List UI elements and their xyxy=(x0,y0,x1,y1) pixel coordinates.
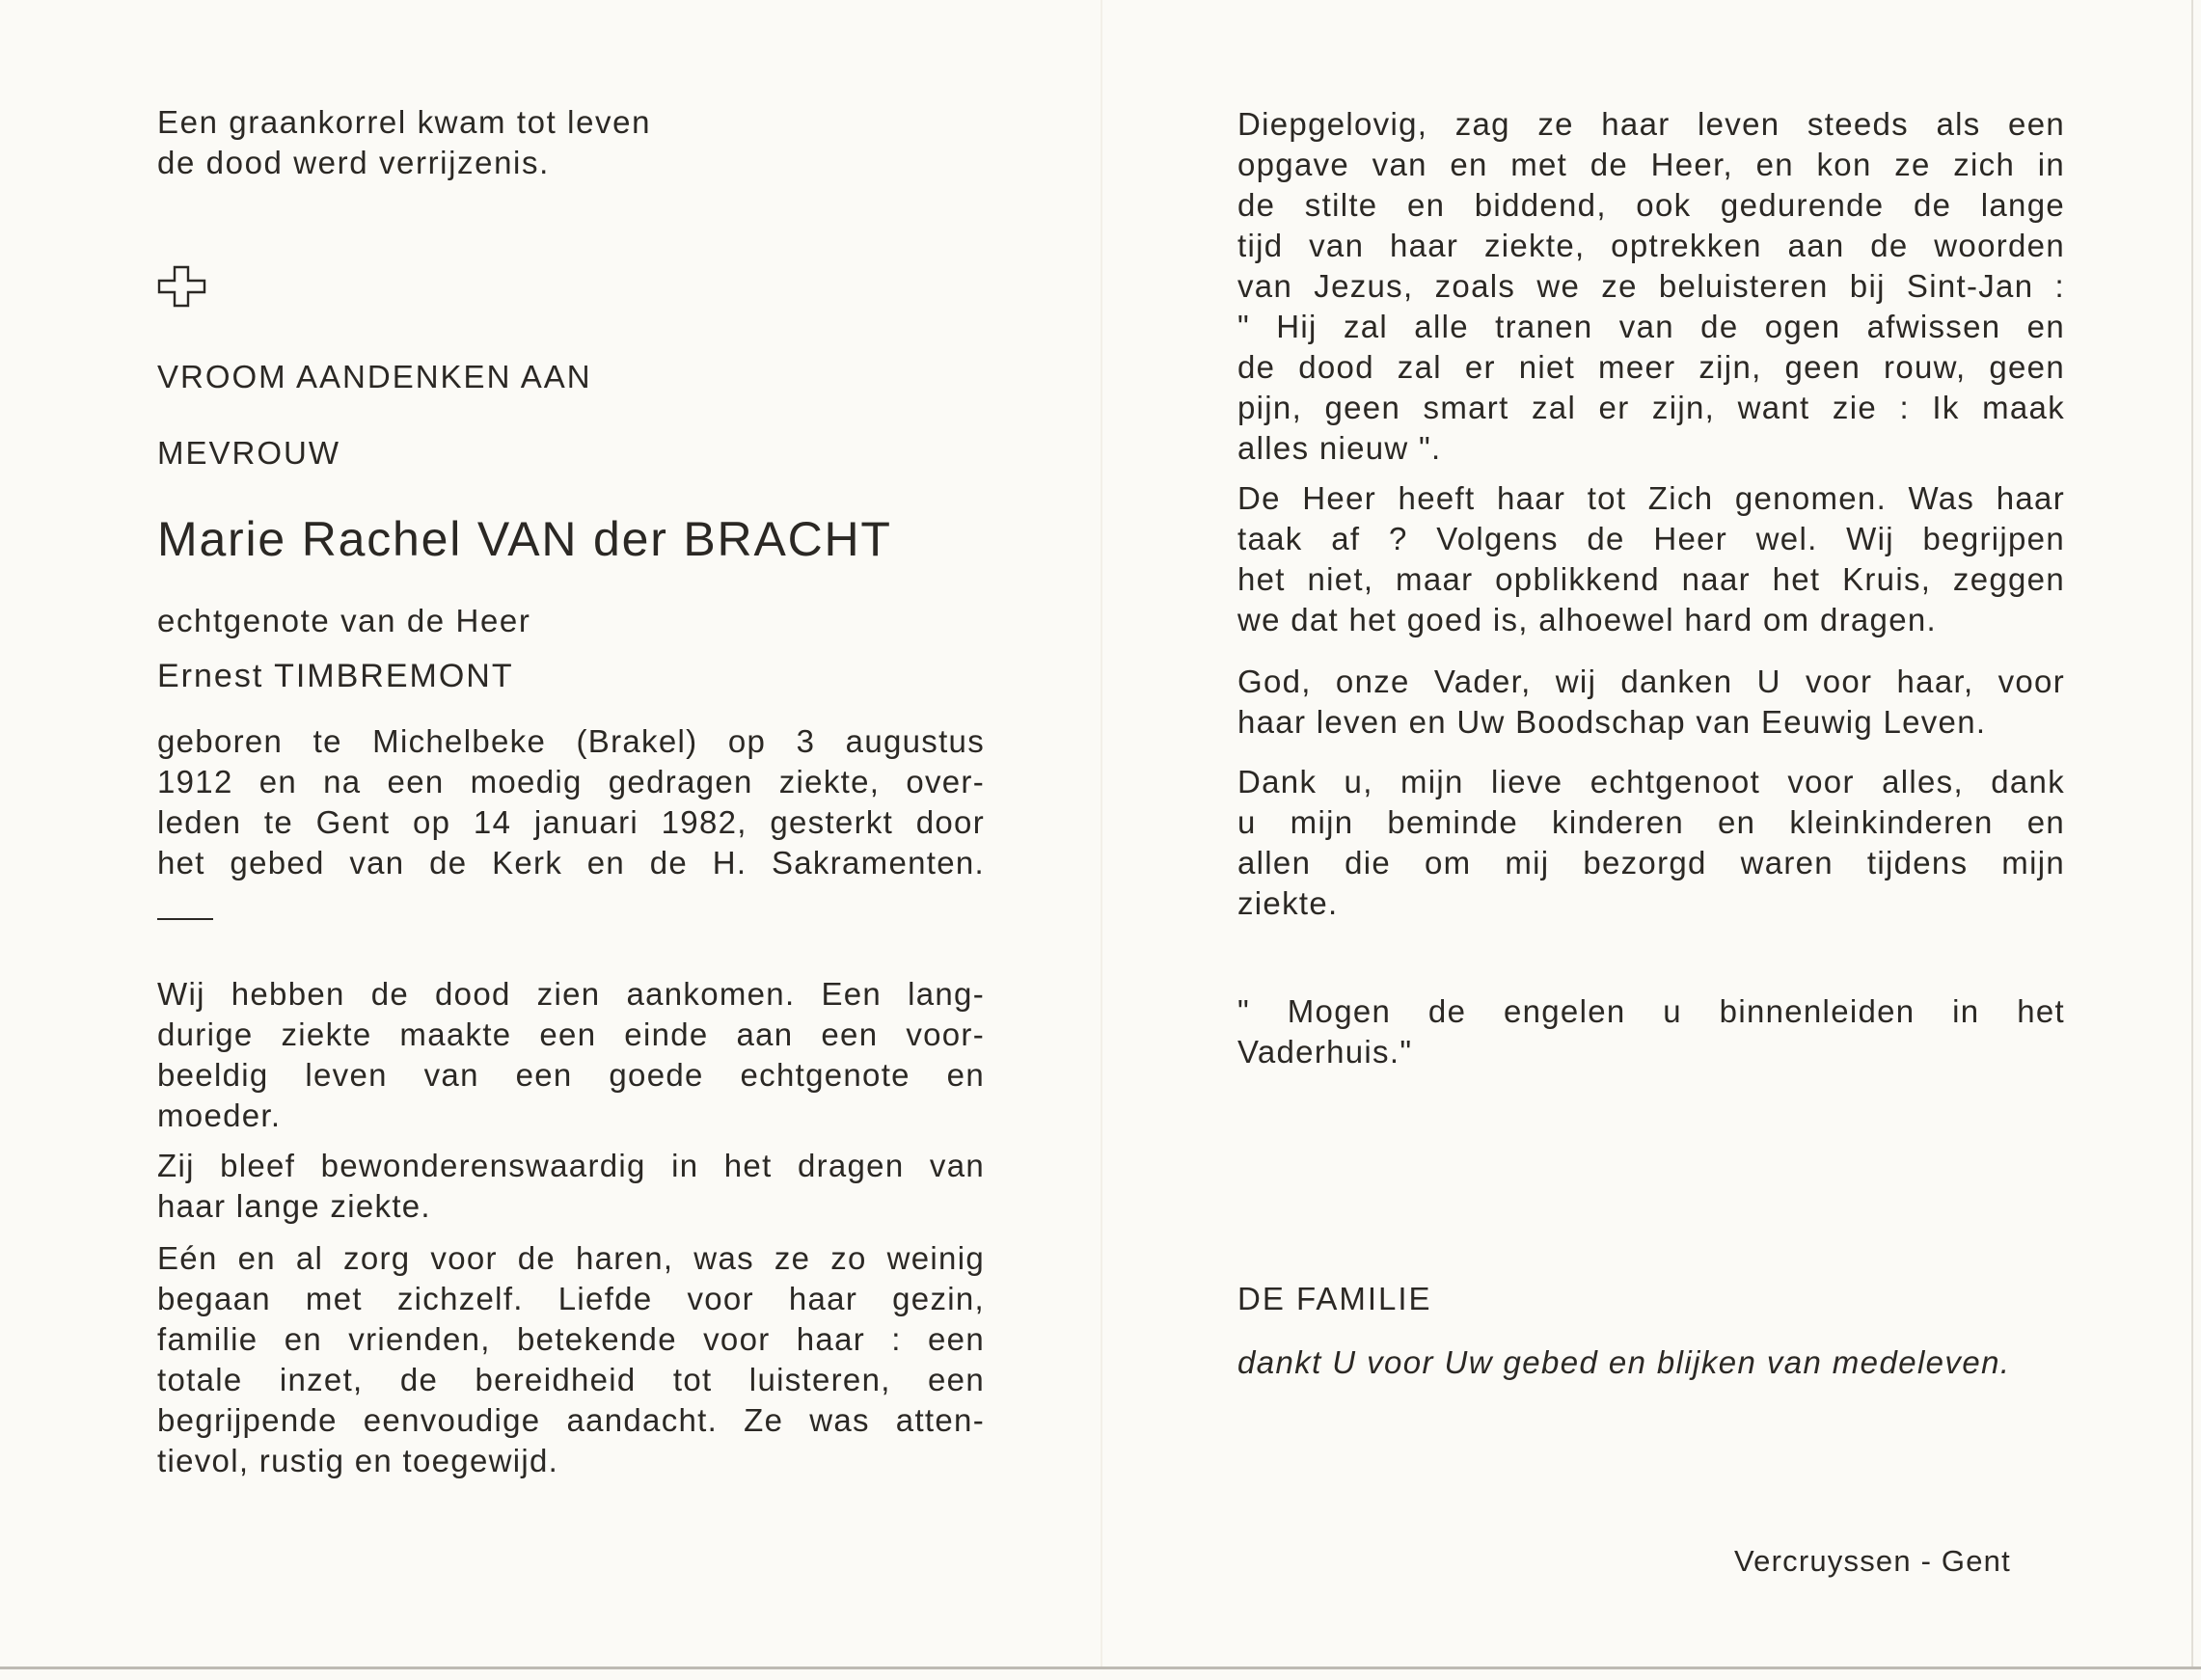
text-line: Dank u, mijn lieve echtgenoot voor alles, dank xyxy=(1237,764,2065,799)
quote-line: Vaderhuis." xyxy=(1237,1034,1413,1070)
text-line: moeder. xyxy=(157,1097,282,1133)
text-line: allen die om mij bezorgd waren tijdens mijn xyxy=(1237,845,2065,881)
bio-line: het gebed van de Kerk en de H. Sakramenten. xyxy=(157,845,985,881)
card-edge-bottom xyxy=(0,1666,2201,1669)
text-line: het niet, maar opblikkend naar het Kruis, zeggen xyxy=(1237,561,2065,597)
fold-line xyxy=(1100,0,1102,1666)
text-line: " Hij zal alle tranen van de ogen afwissen en xyxy=(1237,309,2065,344)
deceased-name: Marie Rachel VAN der BRACHT xyxy=(157,512,892,566)
memorial-heading: VROOM AANDENKEN AAN xyxy=(157,359,592,394)
text-line: taak af ? Volgens de Heer wel. Wij begrijpen xyxy=(1237,521,2065,556)
text-line: tijd van haar ziekte, optrekken aan de woorden xyxy=(1237,228,2065,263)
text-line: tievol, rustig en toegewijd. xyxy=(157,1443,559,1478)
motto-line: de dood werd verrijzenis. xyxy=(157,145,550,180)
text-line: van Jezus, zoals we ze beluisteren bij Sint-Jan : xyxy=(1237,268,2065,304)
text-line: pijn, geen smart zal er zijn, want zie : Ik maak xyxy=(1237,390,2065,425)
text-line: opgave van en met de Heer, en kon ze zich in xyxy=(1237,147,2065,182)
text-line: haar leven en Uw Boodschap van Eeuwig Leven. xyxy=(1237,704,1987,740)
text-line: ziekte. xyxy=(1237,885,1339,921)
cross-icon xyxy=(157,265,207,308)
text-line: durige ziekte maakte een einde aan een voor- xyxy=(157,1016,985,1052)
text-line: familie en vrienden, betekende voor haar : een xyxy=(157,1321,985,1357)
text-line: beeldig leven van een goede echtgenote en xyxy=(157,1057,985,1093)
printer-credit: Vercruyssen - Gent xyxy=(1734,1544,2011,1578)
text-line: Diepgelovig, zag ze haar leven steeds als een xyxy=(1237,106,2065,142)
text-line: Eén en al zorg voor de haren, was ze zo weinig xyxy=(157,1240,985,1276)
text-line: alles nieuw ". xyxy=(1237,430,1442,466)
bio-line: geboren te Michelbeke (Brakel) op 3 augustus xyxy=(157,723,985,759)
text-line: de stilte en biddend, ook gedurende de lange xyxy=(1237,187,2065,223)
text-line: begaan met zichzelf. Liefde voor haar gezin, xyxy=(157,1281,985,1316)
thanks-line: dankt U voor Uw gebed en blijken van medeleven. xyxy=(1237,1344,2011,1380)
family-signature: DE FAMILIE xyxy=(1237,1281,1432,1316)
card-edge-right xyxy=(2191,0,2193,1666)
text-line: De Heer heeft haar tot Zich genomen. Was haar xyxy=(1237,480,2065,516)
quote-line: " Mogen de engelen u binnenleiden in het xyxy=(1237,993,2065,1029)
text-line: u mijn beminde kinderen en kleinkinderen en xyxy=(1237,804,2065,840)
text-line: haar lange ziekte. xyxy=(157,1188,431,1224)
bio-line: leden te Gent op 14 januari 1982, gesterkt door xyxy=(157,804,985,840)
text-line: God, onze Vader, wij danken U voor haar, voor xyxy=(1237,664,2065,699)
deceased-title: MEVROUW xyxy=(157,435,340,471)
text-line: de dood zal er niet meer zijn, geen rouw, geen xyxy=(1237,349,2065,385)
text-line: begrijpende eenvoudige aandacht. Ze was atten- xyxy=(157,1402,985,1438)
text-line: Wij hebben de dood zien aankomen. Een lang- xyxy=(157,976,985,1012)
separator-dash xyxy=(157,918,213,920)
spouse-intro: echtgenote van de Heer xyxy=(157,603,531,638)
text-line: we dat het goed is, alhoewel hard om dragen. xyxy=(1237,602,1937,637)
bio-line: 1912 en na een moedig gedragen ziekte, over- xyxy=(157,764,985,799)
text-line: totale inzet, de bereidheid tot luisteren, een xyxy=(157,1362,985,1397)
spouse-name: Ernest TIMBREMONT xyxy=(157,658,514,694)
motto-line: Een graankorrel kwam tot leven xyxy=(157,104,652,140)
text-line: Zij bleef bewonderenswaardig in het dragen van xyxy=(157,1148,985,1183)
